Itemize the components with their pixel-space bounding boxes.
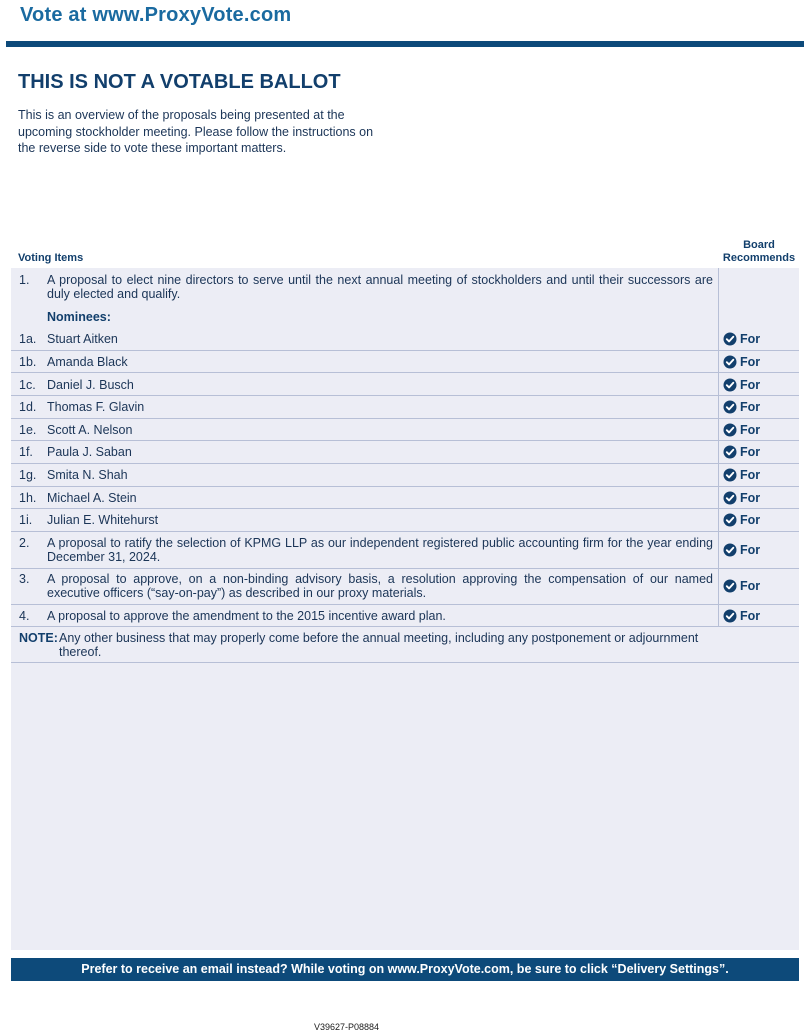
check-circle-icon xyxy=(723,332,737,346)
board-recommendation xyxy=(723,400,760,414)
note-line: thereof. xyxy=(59,645,102,659)
header-title: Vote at www.ProxyVote.com xyxy=(20,4,292,26)
board-recommendation xyxy=(723,332,760,346)
proposal-text: A proposal to ratify the selection of KPMG LLP as our independent registered public accounting firm for the year ending December 31, 2024. xyxy=(47,536,713,564)
check-circle-icon xyxy=(723,609,737,623)
recommendation-label: For xyxy=(740,355,761,369)
board-recommendation xyxy=(723,378,760,392)
intro-line: This is an overview of the proposals being presented at the xyxy=(18,108,345,122)
proposal-number: 4. xyxy=(19,609,30,623)
nominee-number: 1h. xyxy=(19,491,37,505)
nominee-number: 1g. xyxy=(19,468,37,482)
note-label: NOTE: xyxy=(19,631,58,645)
proposal-text: A proposal to approve, on a non-binding advisory basis, a resolution approving the compensation of our named executive officers (“say-on-pay”) as described in our proxy materials. xyxy=(47,572,713,600)
board-header-line: Board xyxy=(743,239,775,251)
nominee-name: Scott A. Nelson xyxy=(47,423,133,437)
board-recommendation xyxy=(723,579,760,593)
proposal-row xyxy=(11,532,799,569)
nominee-row xyxy=(11,487,799,509)
recommendation-label: For xyxy=(740,445,761,459)
nominee-name: Daniel J. Busch xyxy=(47,378,134,392)
nominee-number: 1e. xyxy=(19,423,37,437)
check-circle-icon xyxy=(723,579,737,593)
recommendation-label: For xyxy=(740,378,761,392)
recommendation-label: For xyxy=(740,579,761,593)
proposal-number: 2. xyxy=(19,536,30,550)
board-recommendation xyxy=(723,543,760,557)
proposal-number: 3. xyxy=(19,572,30,586)
board-header-line: Recommends xyxy=(722,252,796,264)
nominee-name: Stuart Aitken xyxy=(47,332,118,346)
check-circle-icon xyxy=(723,423,737,437)
nominees-label: Nominees: xyxy=(47,310,111,324)
nominee-row xyxy=(11,327,799,351)
recommendation-label: For xyxy=(740,332,761,346)
ballot-title: THIS IS NOT A VOTABLE BALLOT xyxy=(18,71,341,93)
proposal-row xyxy=(11,569,799,605)
note-text xyxy=(59,631,715,659)
nominee-number: 1c. xyxy=(19,378,36,392)
board-recommendation xyxy=(723,445,760,459)
check-circle-icon xyxy=(723,491,737,505)
nominee-name: Michael A. Stein xyxy=(47,491,137,505)
nominee-name: Smita N. Shah xyxy=(47,468,128,482)
proposal-number: 1. xyxy=(19,273,30,287)
proposal-text: A proposal to elect nine directors to serve until the next annual meeting of stockholders and until their successors are duly elected and qualify. xyxy=(47,273,713,301)
intro-line: upcoming stockholder meeting. Please follow the instructions on xyxy=(18,124,374,139)
intro-line: the reverse side to vote these important matters. xyxy=(18,141,287,155)
nominee-name: Julian E. Whitehurst xyxy=(47,513,159,527)
nominee-name: Paula J. Saban xyxy=(47,445,132,459)
nominee-number: 1d. xyxy=(19,400,37,414)
recommendation-label: For xyxy=(740,513,761,527)
proposal-row xyxy=(11,605,799,627)
nominee-name: Amanda Black xyxy=(47,355,128,369)
check-circle-icon xyxy=(723,513,737,527)
board-recommendation xyxy=(723,513,760,527)
board-recommendation xyxy=(723,491,760,505)
nominee-row xyxy=(11,441,799,464)
note-row xyxy=(11,627,799,663)
proposal-text: A proposal to approve the amendment to the 2015 incentive award plan. xyxy=(47,609,446,623)
intro-paragraph xyxy=(18,107,398,157)
nominee-row xyxy=(11,464,799,487)
nominee-number: 1f. xyxy=(19,445,33,459)
check-circle-icon xyxy=(723,378,737,392)
proposal-row xyxy=(11,268,799,322)
nominee-row xyxy=(11,419,799,441)
recommendation-label: For xyxy=(740,400,761,414)
check-circle-icon xyxy=(723,468,737,482)
nominee-row xyxy=(11,351,799,373)
voting-items-header: Voting Items xyxy=(18,252,84,264)
recommendation-label: For xyxy=(740,543,761,557)
check-circle-icon xyxy=(723,445,737,459)
recommendation-label: For xyxy=(740,491,761,505)
nominee-number: 1i. xyxy=(19,513,33,527)
note-line: Any other business that may properly come before the annual meeting, including any postponement or adjournment xyxy=(59,631,699,645)
nominee-row xyxy=(11,509,799,532)
nominee-name: Thomas F. Glavin xyxy=(47,400,145,414)
board-recommendation xyxy=(723,423,760,437)
nominee-number: 1b. xyxy=(19,355,37,369)
check-circle-icon xyxy=(723,543,737,557)
nominee-row xyxy=(11,396,799,419)
board-recommendation xyxy=(723,468,760,482)
board-recommendation xyxy=(723,609,760,623)
recommendation-label: For xyxy=(740,468,761,482)
job-code: V39627-P08884 xyxy=(313,1022,380,1032)
header-divider-bar xyxy=(6,41,804,47)
board-recommendation xyxy=(723,355,760,369)
recommendation-label: For xyxy=(740,609,761,623)
check-circle-icon xyxy=(723,400,737,414)
board-recommends-header xyxy=(718,239,800,265)
email-delivery-banner: Prefer to receive an email instead? While voting on www.ProxyVote.com, be sure to click “Delivery Settings”. xyxy=(11,958,799,981)
nominee-row xyxy=(11,373,799,396)
check-circle-icon xyxy=(723,355,737,369)
nominee-number: 1a. xyxy=(19,332,37,346)
recommendation-label: For xyxy=(740,423,761,437)
